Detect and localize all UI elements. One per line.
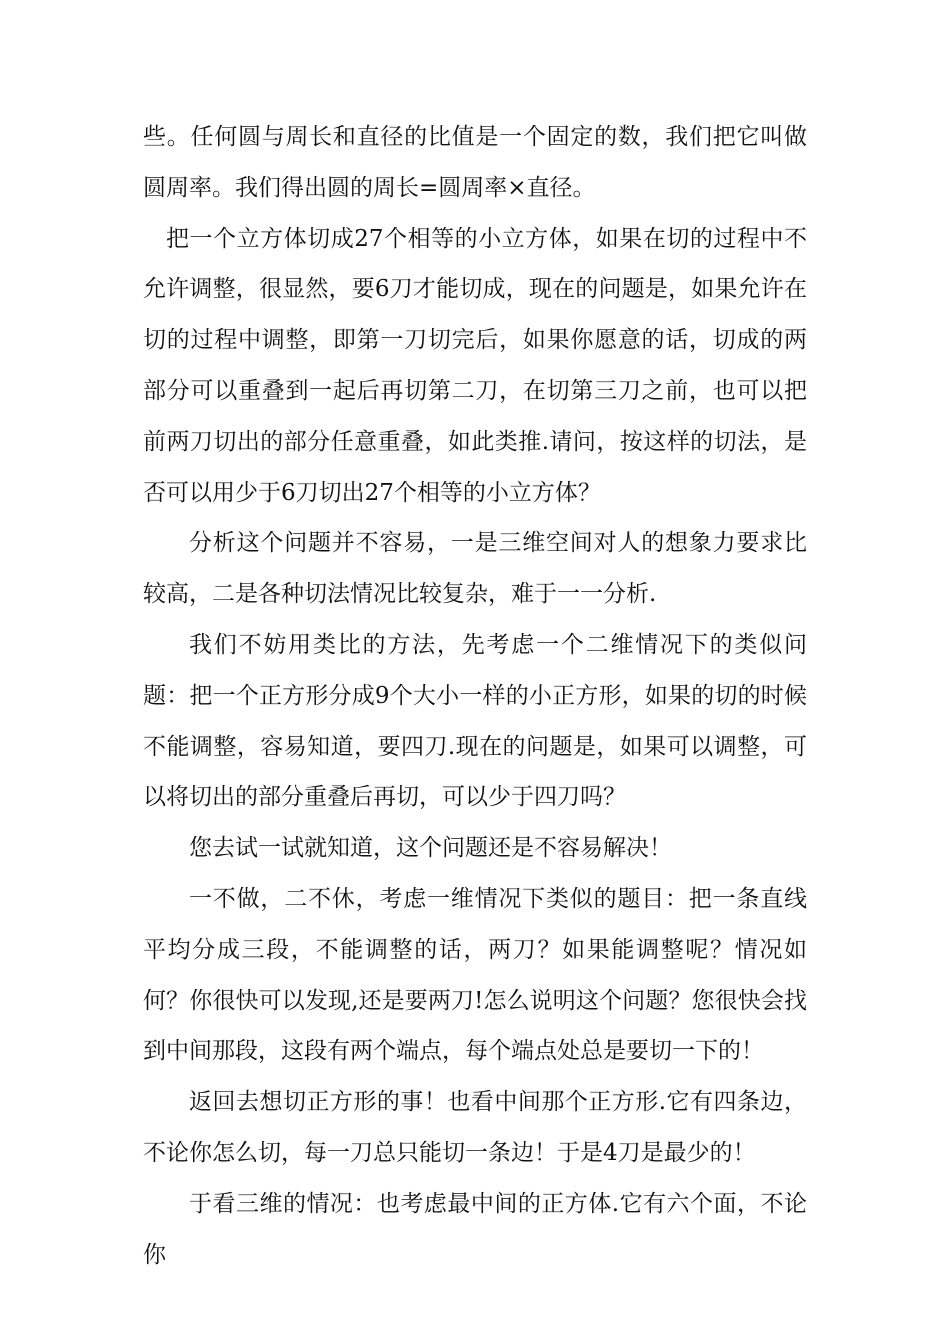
- paragraph-square-back: 返回去想切正方形的事！也看中间那个正方形.它有四条边，不论你怎么切，每一刀总只能切一条边！于是4刀是最少的！: [143, 1089, 807, 1166]
- paragraph-pi-definition: 些。任何圆与周长和直径的比值是一个固定的数，我们把它叫做圆周率。我们得出圆的周长=圆周率×直径。: [143, 124, 807, 201]
- body-text: [143, 112, 807, 1280]
- paragraph-analysis: 分析这个问题并不容易，一是三维空间对人的想象力要求比较高，二是各种切法情况比较复杂，难于一一分析.: [143, 530, 807, 608]
- paragraph-1d-case: 一不做，二不休，考虑一维情况下类似的题目：把一条直线平均分成三段，不能调整的话，两刀？如果能调整呢？情况如何？你很快可以发现,还是要两刀!怎么说明这个问题？您很快会找到中间那段，这段有两个端点，每个端点处总是要切一下的！: [143, 885, 807, 1065]
- paragraph-try-it: 您去试一试就知道，这个问题还是不容易解决！: [189, 835, 672, 862]
- paragraph-2d-analogy: 我们不妨用类比的方法，先考虑一个二维情况下的类似问题：把一个正方形分成9个大小一样的小正方形，如果的切的时候不能调整，容易知道，要四刀.现在的问题是，如果可以调整，可以将切出的部分重叠后再切，可以少于四刀吗？: [143, 631, 807, 811]
- paragraph-3d-case: 于看三维的情况：也考虑最中间的正方体.它有六个面，不论你: [143, 1190, 807, 1268]
- paragraph-cube-problem: 把一个立方体切成27个相等的小立方体，如果在切的过程中不允许调整，很显然，要6刀才能切成，现在的问题是，如果允许在切的过程中调整，即第一刀切完后，如果你愿意的话，切成的两部分可以重叠到一起后再切第二刀，在切第三刀之前，也可以把前两刀切出的部分任意重叠，如此类推.请问，按这样的切法，是否可以用少于6刀切出27个相等的小立方体？: [143, 225, 807, 506]
